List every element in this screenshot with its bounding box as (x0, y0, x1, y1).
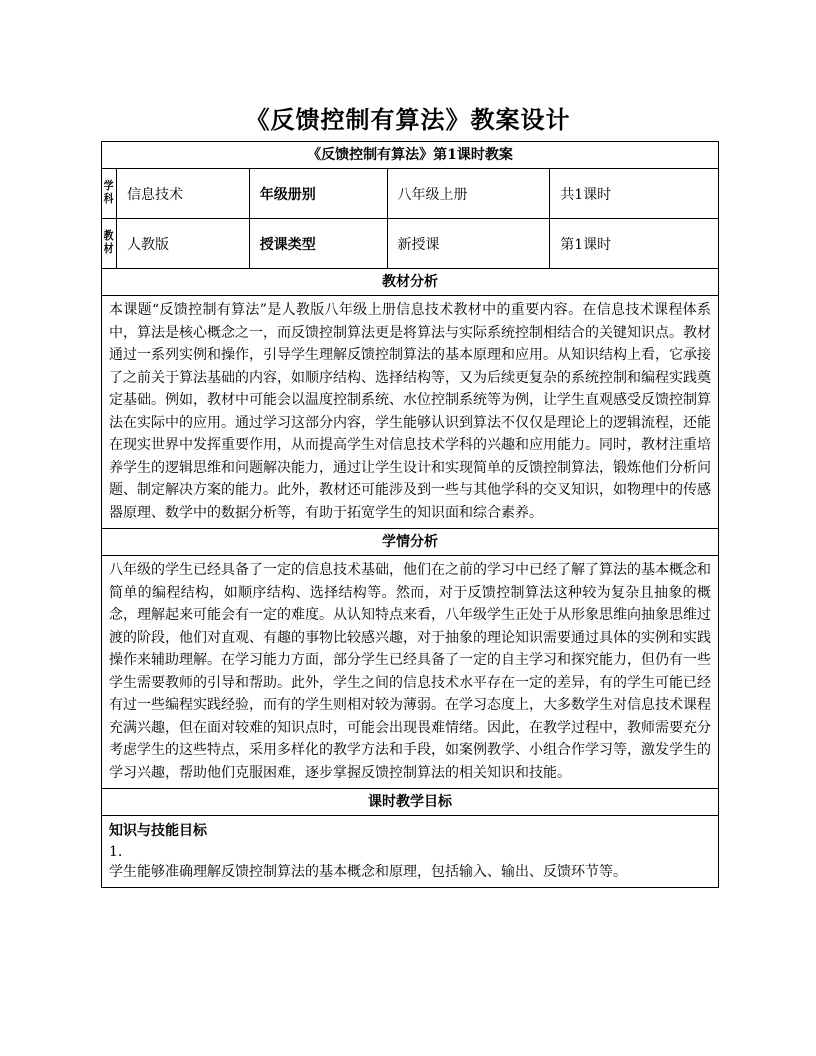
student-analysis-heading: 学情分析 (102, 529, 718, 556)
lesson-title: 《反馈控制有算法》第1课时教案 (102, 142, 718, 169)
lesson-number: 第1课时 (560, 236, 612, 253)
lesson-type-label: 授课类型 (250, 219, 388, 268)
total-hours: 共1课时 (560, 186, 612, 203)
knowledge-skills-heading: 知识与技能目标 (109, 823, 207, 839)
grade-value: 八年级上册 (388, 169, 551, 218)
textbook-value: 人教版 (117, 219, 250, 268)
grade-label: 年级册别 (250, 169, 388, 218)
objective-number: 1. (109, 844, 123, 860)
objectives-heading: 课时教学目标 (102, 789, 718, 816)
lesson-type-value: 新授课 (388, 219, 551, 268)
side-label-textbook: 教材 (102, 219, 117, 268)
document-title: 《反馈控制有算法》教案设计 (245, 105, 571, 134)
material-analysis-heading: 教材分析 (102, 269, 718, 296)
lesson-plan-table (101, 141, 719, 888)
side-label-subject: 学科 (102, 169, 117, 218)
info-row-1 (102, 169, 718, 219)
info-row-2 (102, 219, 718, 269)
material-analysis-text: 本课题“反馈控制有算法”是人教版八年级上册信息技术教材中的重要内容。在信息技术课程体系中，算法是核心概念之一，而反馈控制算法更是将算法与实际系统控制相结合的关键知识点。教材通过一系列实例和操作，引导学生理解反馈控制算法的基本原理和应用。从知识结构上看，它承接了之前关于算法基础的内容，如顺序结构、选择结构等，又为后续更复杂的系统控制和编程实践奠定基础。例如，教材中可能会以温度控制系统、水位控制系统等为例，让学生直观感受反馈控制算法在实际中的应用。通过学习这部分内容，学生能够认识到算法不仅仅是理论上的逻辑流程，还能在现实世界中发挥重要作用，从而提高学生对信息技术学科的兴趣和应用能力。同时，教材注重培养学生的逻辑思维和问题解决能力，通过让学生设计和实现简单的反馈控制算法，锻炼他们分析问题、制定解决方案的能力。此外，教材还可能涉及到一些与其他学科的交叉知识，如物理中的传感器原理、数学中的数据分析等，有助于拓宽学生的知识面和综合素养。 (102, 296, 718, 529)
subject-value: 信息技术 (117, 169, 250, 218)
student-analysis-text: 八年级的学生已经具备了一定的信息技术基础，他们在之前的学习中已经了解了算法的基本概念和简单的编程结构，如顺序结构、选择结构等。然而，对于反馈控制算法这种较为复杂且抽象的概念，理解起来可能会有一定的难度。从认知特点来看，八年级学生正处于从形象思维向抽象思维过渡的阶段，他们对直观、有趣的事物比较感兴趣，对于抽象的理论知识需要通过具体的实例和实践操作来辅助理解。在学习能力方面，部分学生已经具备了一定的自主学习和探究能力，但仍有一些学生需要教师的引导和帮助。此外，学生之间的信息技术水平存在一定的差异，有的学生可能已经有过一些编程实践经验，而有的学生则相对较为薄弱。在学习态度上，大多数学生对信息技术课程充满兴趣，但在面对较难的知识点时，可能会出现畏难情绪。因此，在教学过程中，教师需要充分考虑学生的这些特点，采用多样化的教学方法和手段，如案例教学、小组合作学习等，激发学生的学习兴趣，帮助他们克服困难，逐步掌握反馈控制算法的相关知识和技能。 (102, 556, 718, 789)
objective-text: 学生能够准确理解反馈控制算法的基本概念和原理，包括输入、输出、反馈环节等。 (109, 864, 627, 880)
objectives-body (102, 816, 718, 887)
